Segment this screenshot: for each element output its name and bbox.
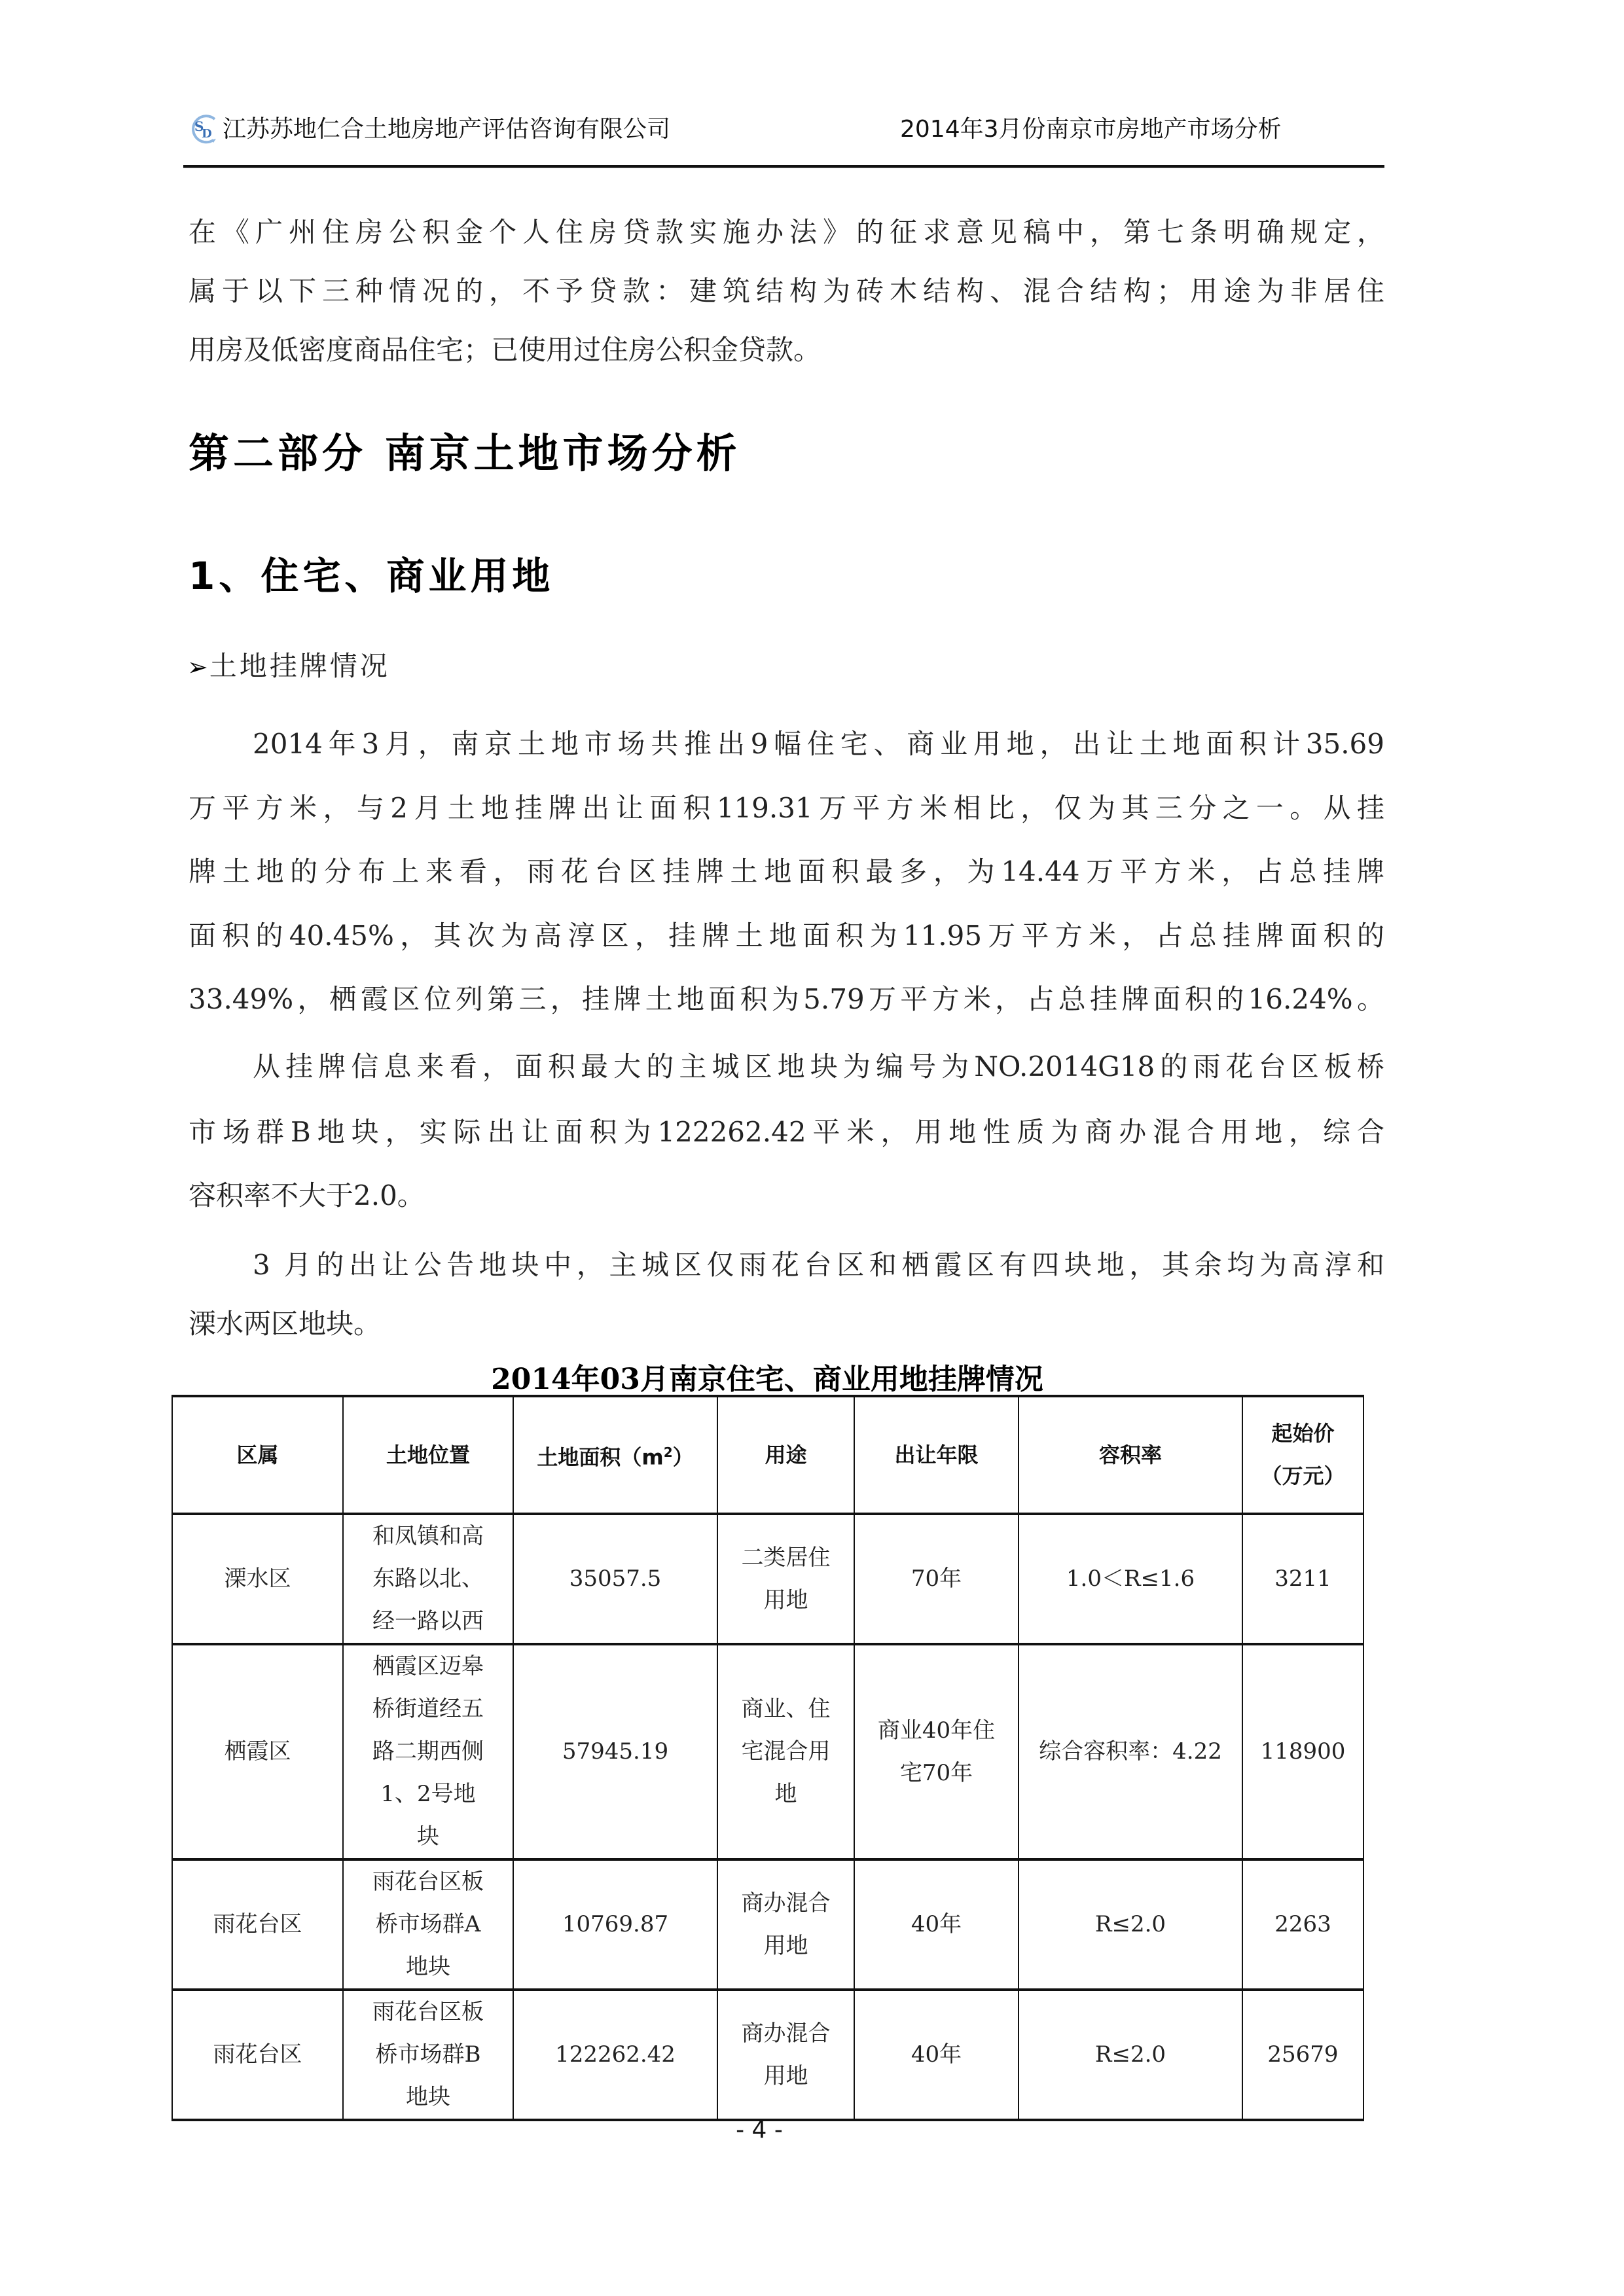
paragraph-line: 牌土地的分布上来看，雨花台区挂牌土地面积最多，为14.44万平方米，占总挂牌 xyxy=(189,855,1384,888)
cell-use xyxy=(717,1514,854,1644)
cell-location xyxy=(343,1644,513,1859)
cell-use-text: 商办混合用地 xyxy=(741,2020,831,2089)
subsection-heading: 1、住宅、商业用地 xyxy=(189,554,554,598)
company-logo xyxy=(189,113,220,145)
header-term: 出让年限 xyxy=(854,1396,1019,1514)
cell-use xyxy=(717,1990,854,2120)
paragraph-line: 万平方米，与2月土地挂牌出让面积119.31万平方米相比，仅为其三分之一。从挂 xyxy=(189,792,1384,824)
cell-price: 25679 xyxy=(1242,1990,1363,2120)
cell-location-text: 雨花台区板桥市场群A地块 xyxy=(372,1869,484,1980)
svg-text:D: D xyxy=(202,127,212,141)
table-header-row xyxy=(172,1396,1363,1514)
cell-use xyxy=(717,1859,854,1990)
table-row xyxy=(172,1644,1363,1859)
page-number: - 4 - xyxy=(736,2117,783,2144)
cell-district: 雨花台区 xyxy=(172,1990,343,2120)
header-location: 土地位置 xyxy=(343,1396,513,1514)
arrow-bullet-icon: ➢ xyxy=(187,653,208,681)
cell-location-text: 雨花台区板桥市场群B地块 xyxy=(372,1999,484,2110)
cell-location xyxy=(343,1859,513,1990)
cell-use-text: 商办混合用地 xyxy=(741,1890,831,1959)
cell-area: 57945.19 xyxy=(513,1644,717,1859)
paragraph-line: 2014年3月，南京土地市场共推出9幅住宅、商业用地，出让土地面积计35.69 xyxy=(253,728,1384,760)
cell-area: 10769.87 xyxy=(513,1859,717,1990)
paragraph-line: 3 月的出让公告地块中，主城区仅雨花台区和栖霞区有四块地，其余均为高淳和 xyxy=(253,1249,1384,1281)
topic-heading-text: 土地挂牌情况 xyxy=(209,650,390,682)
paragraph-line: 33.49%，栖霞区位列第三，挂牌土地面积为5.79万平方米，占总挂牌面积的16.24%。 xyxy=(189,983,1384,1015)
cell-term: 70年 xyxy=(854,1514,1019,1644)
cell-area: 122262.42 xyxy=(513,1990,717,2120)
paragraph-line: 溧水两区地块。 xyxy=(189,1308,382,1340)
cell-use-text: 二类居住用地 xyxy=(741,1544,831,1613)
cell-far: R≤2.0 xyxy=(1019,1859,1242,1990)
cell-far: 1.0＜R≤1.6 xyxy=(1019,1514,1242,1644)
cell-district: 溧水区 xyxy=(172,1514,343,1644)
cell-location-text: 和凤镇和高东路以北、经一路以西 xyxy=(372,1523,484,1634)
paragraph-line: 从挂牌信息来看，面积最大的主城区地块为编号为NO.2014G18的雨花台区板桥 xyxy=(253,1050,1384,1083)
cell-term: 40年 xyxy=(854,1990,1019,2120)
header-far: 容积率 xyxy=(1019,1396,1242,1514)
header-price-line2: （万元） xyxy=(1261,1463,1345,1488)
cell-district: 雨花台区 xyxy=(172,1859,343,1990)
company-name: 江苏苏地仁合土地房地产评估咨询有限公司 xyxy=(223,116,671,143)
header-use: 用途 xyxy=(717,1396,854,1514)
header-area xyxy=(513,1396,717,1514)
topic-heading xyxy=(187,647,390,687)
header-price xyxy=(1242,1396,1363,1514)
cell-price: 3211 xyxy=(1242,1514,1363,1644)
table-title: 2014年03月南京住宅、商业用地挂牌情况 xyxy=(491,1363,1043,1396)
cell-price: 2263 xyxy=(1242,1859,1363,1990)
cell-far: 综合容积率：4.22 xyxy=(1019,1644,1242,1859)
cell-use xyxy=(717,1644,854,1859)
table-row xyxy=(172,1990,1363,2120)
paragraph-line: 容积率不大于2.0。 xyxy=(189,1179,425,1211)
cell-term: 40年 xyxy=(854,1859,1019,1990)
header-area-close: ） xyxy=(672,1444,694,1470)
cell-location xyxy=(343,1514,513,1644)
cell-area: 35057.5 xyxy=(513,1514,717,1644)
sd-logo-icon xyxy=(189,113,220,145)
cell-use-text: 商业、住宅混合用地 xyxy=(741,1696,831,1807)
table-row xyxy=(172,1859,1363,1990)
paragraph-line: 面积的40.45%，其次为高淳区，挂牌土地面积为11.95万平方米，占总挂牌面积的 xyxy=(189,920,1384,952)
paragraph-line: 市场群B地块，实际出让面积为122262.42平米，用地性质为商办混合用地，综合 xyxy=(189,1116,1384,1148)
cell-term-text: 商业40年住宅70年 xyxy=(877,1717,996,1786)
cell-term xyxy=(854,1644,1019,1859)
header-divider xyxy=(183,165,1384,168)
header-area-sup: 2 xyxy=(663,1444,673,1460)
cell-far: R≤2.0 xyxy=(1019,1990,1242,2120)
cell-price: 118900 xyxy=(1242,1644,1363,1859)
header-price-line1: 起始价 xyxy=(1271,1421,1335,1446)
intro-line: 在《广州住房公积金个人住房贷款实施办法》的征求意见稿中，第七条明确规定， xyxy=(189,216,1384,248)
section-heading: 第二部分 南京土地市场分析 xyxy=(189,429,741,477)
intro-line: 属于以下三种情况的，不予贷款：建筑结构为砖木结构、混合结构；用途为非居住 xyxy=(189,275,1384,307)
header-area-label: 土地面积（m xyxy=(537,1444,664,1470)
report-title: 2014年3月份南京市房地产市场分析 xyxy=(900,116,1282,143)
svg-text:S: S xyxy=(194,118,204,134)
table-row xyxy=(172,1514,1363,1644)
cell-district: 栖霞区 xyxy=(172,1644,343,1859)
intro-line: 用房及低密度商品住宅；已使用过住房公积金贷款。 xyxy=(189,334,821,366)
land-listing-table xyxy=(171,1395,1364,2121)
cell-location xyxy=(343,1990,513,2120)
header-district: 区属 xyxy=(172,1396,343,1514)
cell-location-text: 栖霞区迈皋桥街道经五路二期西侧1、2号地块 xyxy=(372,1653,484,1850)
